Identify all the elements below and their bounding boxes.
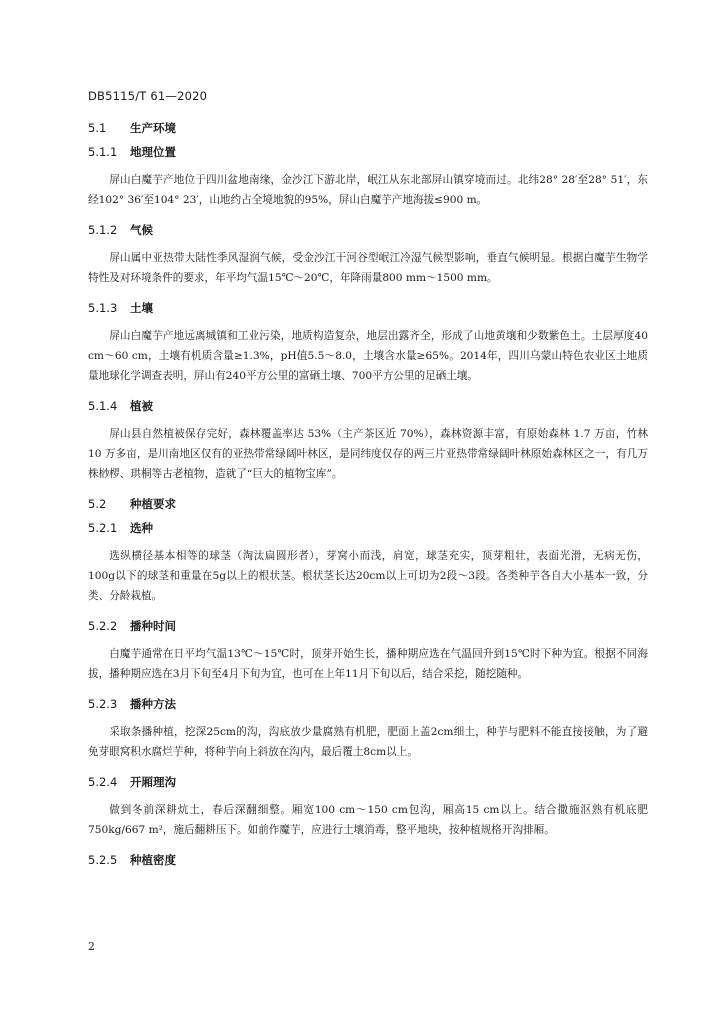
- section-heading: [88, 218, 648, 242]
- paragraph: 屏山白魔芋产地位于四川盆地南缘，金沙江下游北岸，岷江从东北部屏山镇穿境而过。北纬28° 28′至28° 51′，东经102° 36′至104° 23′，山地约占全境地貌的95%，屏山白魔芋产地海拔≤900 m。: [88, 174, 648, 206]
- section-5-1-3: [88, 296, 648, 386]
- section-heading: [88, 770, 648, 794]
- section-5-1-4: [88, 394, 648, 484]
- standard-code: DB5115/T 61—2020: [88, 89, 208, 103]
- paragraph: 屏山白魔芋产地远离城镇和工业污染，地质构造复杂，地层出露齐全，形成了山地黄壤和少数紫色土。土层厚度40 cm～60 cm，土壤有机质含量≥1.3%，pH值5.5～8.0，土壤含水量≥65%。2014年，四川乌蒙山特色农业区土地质量地球化学调查表明，屏山有240平方公里的富硒土壤、700平方公里的足硒土壤。: [88, 330, 648, 382]
- section-number: 5.1: [88, 121, 107, 135]
- paragraph: 屏山县自然植被保存完好，森林覆盖率达 53%（主产茶区近 70%），森林资源丰富，有原始森林 1.7 万亩，竹林 10 万多亩，是川南地区仅有的亚热带常绿阔叶林区，是同纬度仅存的两三片亚热带常绿阔叶林原始森林区之一，有几万株桫椤、珙桐等古老植物，造就了“巨大的植物宝库”。: [88, 428, 648, 480]
- section-5-2-4: [88, 770, 648, 840]
- section-5-1-2: [88, 218, 648, 288]
- section-5-1: [88, 116, 648, 140]
- section-heading: [88, 614, 648, 638]
- section-number: 5.1.2: [88, 223, 118, 237]
- section-number: 5.2.4: [88, 775, 118, 789]
- section-number: 5.2.2: [88, 619, 118, 633]
- section-number: 5.1.4: [88, 399, 118, 413]
- section-5-1-1: [88, 140, 648, 210]
- section-heading: [88, 394, 648, 418]
- section-heading: [88, 492, 648, 516]
- section-number: 5.1.1: [88, 145, 118, 159]
- section-title: 土壤: [130, 301, 153, 315]
- paragraph: 屏山属中亚热带大陆性季风湿润气候，受金沙江干河谷型岷江冷湿气候型影响，垂直气候明显。根据白魔芋生物学特性及对环境条件的要求，年平均气温15℃～20℃，年降雨量800 mm～1500 mm。: [88, 252, 648, 284]
- section-heading: [88, 516, 648, 540]
- section-number: 5.1.3: [88, 301, 118, 315]
- paragraph: 做到冬前深耕炕土，春后深翻细整。厢宽100 cm～150 cm包沟，厢高15 cm以上。结合撒施沤熟有机底肥 750kg/667 m²，施后翻耕压下。如前作魔芋，应进行土壤消毒，整平地块，按种植规格开沟排厢。: [88, 804, 648, 836]
- section-title: 地理位置: [130, 145, 176, 159]
- section-title: 植被: [130, 399, 153, 413]
- section-number: 5.2.1: [88, 521, 118, 535]
- paragraph: 采取条播种植，挖深25cm的沟，沟底放少量腐熟有机肥，肥面上盖2cm细土，种芋与肥料不能直接接触，为了避免芽眼窝积水腐烂芋种，将种芋向上斜放在沟内，最后覆土8cm以上。: [88, 726, 648, 758]
- section-5-2-3: [88, 692, 648, 762]
- section-number: 5.2.3: [88, 697, 118, 711]
- section-title: 选种: [130, 521, 153, 535]
- section-title: 气候: [130, 223, 153, 237]
- section-title: 种植密度: [130, 853, 176, 867]
- document-body: [88, 116, 648, 872]
- section-heading: [88, 116, 648, 140]
- section-5-2-2: [88, 614, 648, 684]
- section-heading: [88, 692, 648, 716]
- section-number: 5.2.5: [88, 853, 118, 867]
- section-title: 播种方法: [130, 697, 176, 711]
- section-5-2-5: [88, 848, 648, 872]
- section-heading: [88, 296, 648, 320]
- section-title: 播种时间: [130, 619, 176, 633]
- page-number: 2: [88, 940, 95, 953]
- paragraph: 白魔芋通常在日平均气温13℃～15℃时，顶芽开始生长，播种期应选在气温回升到15℃时下种为宜。根据不同海拔，播种期应选在3月下旬至4月下旬为宜，也可在上年11月下旬以后，结合采挖，随挖随种。: [88, 648, 648, 680]
- section-title: 种植要求: [130, 497, 176, 511]
- section-title: 开厢理沟: [130, 775, 176, 789]
- section-title: 生产环境: [130, 121, 176, 135]
- section-heading: [88, 140, 648, 164]
- section-5-2-1: [88, 516, 648, 606]
- section-5-2: [88, 492, 648, 516]
- paragraph: 选纵横径基本相等的球茎（淘汰扁圆形者），芽窝小而浅，肩宽，球茎充实，顶芽粗壮，表面光滑，无病无伤，100g以下的球茎和重量在5g以上的根状茎。根状茎长达20cm以上可切为2段～3段。各类种芋各自大小基本一致，分类、分龄栽植。: [88, 550, 648, 602]
- section-number: 5.2: [88, 497, 107, 511]
- section-heading: [88, 848, 648, 872]
